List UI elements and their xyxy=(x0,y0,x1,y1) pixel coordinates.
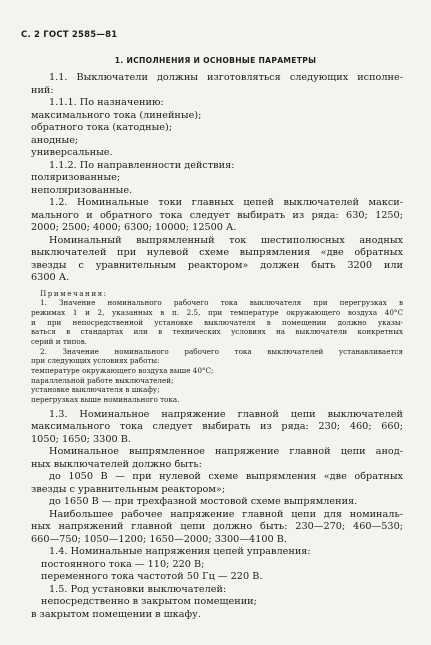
text-line: ных выключателей должно быть: xyxy=(31,458,202,470)
text-line: звезды с уравнительным реактором» должен быть 3200 или xyxy=(31,259,403,271)
text-line: поляризованные; xyxy=(31,172,121,183)
section-title: 1. ИСПОЛНЕНИЯ И ОСНОВНЫЕ ПАРАМЕТРЫ xyxy=(114,56,317,65)
text-line: 1.2. Номинальные токи главных цепей выключателей макси- xyxy=(49,197,403,208)
note-line: ваться в стандартах или в технических условиях на выключатели конкретных xyxy=(31,327,403,337)
text-line: 1.1.1. По назначению: xyxy=(49,97,164,108)
text-line: обратного тока (катодные); xyxy=(31,122,173,133)
note-line: 2. Значение номинального рабочего тока выключателей устанавливается xyxy=(40,346,403,356)
notes-heading: Примечания: xyxy=(40,288,108,298)
text-line: Наибольшее рабочее напряжение главной цепи для номиналь- xyxy=(49,508,403,520)
note-line: установке выключателя в шкафу; xyxy=(31,385,160,395)
text-line: ний: xyxy=(31,84,54,96)
text-line: в закрытом помещении в шкафу. xyxy=(31,608,201,620)
note-line: 1. Значение номинального рабочего тока выключателя при перегрузках в xyxy=(40,298,403,308)
text-line: 1.1.2. По направленности действия: xyxy=(49,159,235,171)
text-line: максимального тока следует выбирать из ряда: 230; 460; 660; xyxy=(31,421,403,433)
note-line: при следующих условиях работы: xyxy=(31,356,160,366)
text-line: неполяризованные. xyxy=(31,184,133,196)
note-line: серий и типов. xyxy=(31,336,88,346)
text-line: 1.1. Выключатели должны изготовляться следующих исполне- xyxy=(49,72,403,83)
note-line: перегрузках выше номинального тока. xyxy=(31,395,180,405)
text-line: постоянного тока — 110; 220 В; xyxy=(41,558,205,570)
text-line: 2000; 2500; 4000; 6300; 10000; 12500 А. xyxy=(31,222,237,233)
text-line: универсальные. xyxy=(31,147,113,158)
text-line: мального и обратного тока следует выбирать из ряда: 630; 1250; xyxy=(31,209,403,221)
text-line: 6300 А. xyxy=(31,272,70,283)
text-line: до 1650 В — при трехфазной мостовой схеме выпрямления. xyxy=(49,496,358,508)
note-line: режимах 1 и 2, указанных в п. 2.5, при температуре окружающего воздуха 40°С xyxy=(31,307,403,317)
text-line: ных напряжений главной цепи должно быть: 230—270; 460—530; xyxy=(31,521,403,533)
text-line: звезды с уравнительным реактором»; xyxy=(31,483,226,495)
text-line: непосредственно в закрытом помещении; xyxy=(41,596,257,608)
text-line: анодные; xyxy=(31,134,79,146)
text-line: максимального тока (линейные); xyxy=(31,109,202,121)
text-line: переменного тока частотой 50 Гц — 220 В. xyxy=(41,571,263,583)
text-line: 1.4. Номинальные напряжения цепей управления: xyxy=(49,546,311,558)
text-line: 660—750; 1050—1200; 1650—2000; 3300—4100 В. xyxy=(31,533,287,545)
text-line: до 1050 В — при нулевой схеме выпрямления «две обратных xyxy=(49,471,403,483)
text-line: Номинальное выпрямленное напряжение главной цепи анод- xyxy=(49,446,403,458)
text-line: 1.5. Род установки выключателей: xyxy=(49,583,227,595)
page-header: С. 2 ГОСТ 2585—81 xyxy=(21,30,118,40)
body-text xyxy=(31,72,403,621)
text-line: Номинальный выпрямленный ток шестиполюсных анодных xyxy=(49,234,403,246)
text-line: 1050; 1650; 3300 В. xyxy=(31,433,131,445)
text-line: 1.3. Номинальное напряжение главной цепи выключателей xyxy=(49,408,403,420)
note-line: параллельной работе выключателей; xyxy=(31,375,174,385)
note-line: температуре окружающего воздуха выше 40°С; xyxy=(31,366,214,375)
note-line: и при непосредственной установке выключателя в помещении должно указы- xyxy=(31,317,403,327)
text-line: выключателей при нулевой схеме выпрямления «две обратных xyxy=(31,247,403,258)
